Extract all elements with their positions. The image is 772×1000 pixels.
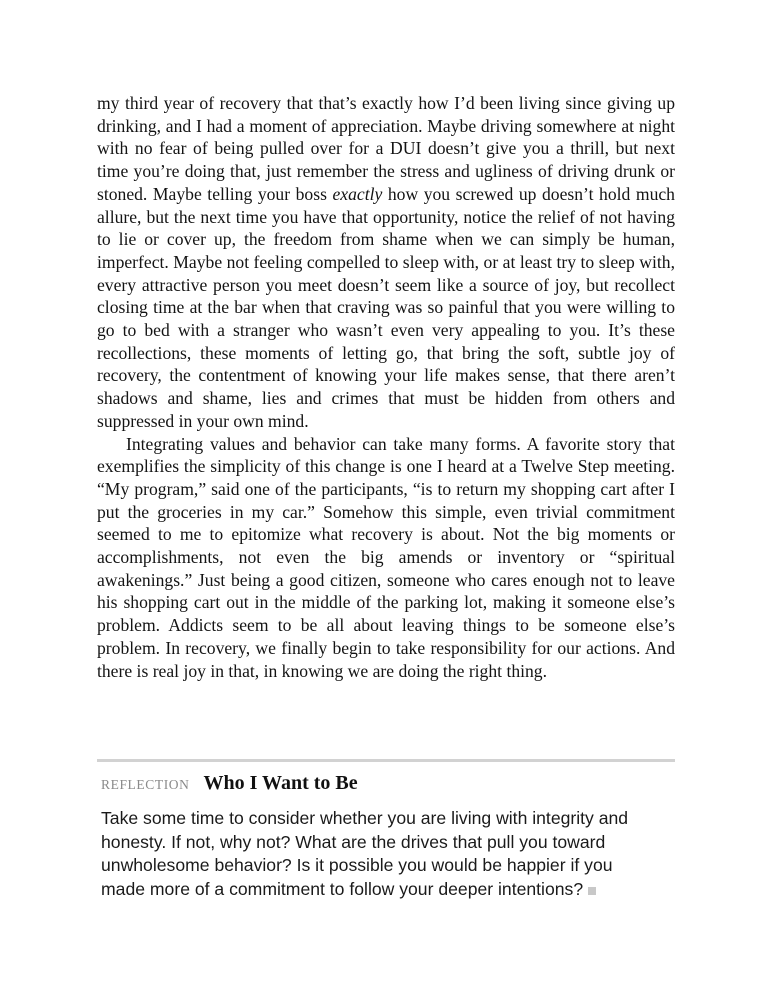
reflection-label: REFLECTION — [101, 777, 190, 792]
paragraph-text: how you screwed up doesn’t hold much allure, but the next time you have that opportunity, notice the relief of not having to lie or cover up, the freedom from shame when we can simply be human, imperfect. Maybe not feeling compelled to sleep with, or at least try to sleep with, every attractive person you meet doesn’t seem like a source of joy, but recollect closing time at the bar when that craving was so painful that you were willing to go to bed with a stranger who wasn’t even very appealing to you. It’s these recollections, these moments of letting go, that bring the soft, subtle joy of recovery, the contentment of knowing your life makes sense, that there aren’t shadows and shame, lies and crimes that must be hidden from others and suppressed in your own mind. — [97, 183, 675, 431]
emphasis-text: exactly — [332, 183, 383, 204]
reflection-text-block — [101, 807, 661, 901]
book-page-body — [97, 92, 675, 682]
paragraph-text: my third year of recovery that that’s exactly how I’d been living since giving up drinking, and I had a moment of appreciation. Maybe driving somewhere at night with no fear of being pulled over for a DUI doesn’t give you a thrill, but next time you’re doing that, just remember the stress and ugliness of driving drunk or stoned. Maybe telling your boss — [97, 93, 675, 204]
reflection-title: Who I Want to Be — [203, 772, 358, 794]
paragraph: Integrating values and behavior can take many forms. A favorite story that exemplifies the simplicity of this change is one I heard at a Twelve Step meeting. “My program,” said one of the participants, “is to return my shopping cart after I put the groceries in my car.” Somehow this simple, even trivial commitment seemed to me to epitomize what recovery is about. Not the big moments or accomplishments, not even the big amends or inventory or “spiritual awakenings.” Just being a good citizen, someone who cares enough not to leave his shopping cart out in the middle of the parking lot, making it someone else’s problem. Addicts seem to be all about leaving things to be someone else’s problem. In recovery, we finally begin to take responsibility for our actions. And there is real joy in that, in knowing we are doing the right thing. — [97, 433, 675, 681]
end-square-icon — [588, 887, 596, 895]
reflection-text: Take some time to consider whether you are living with integrity and honesty. If not, why not? What are the drives that pull you toward unwholesome behavior? Is it possible you would be happier if you made more of a commitment to follow your deeper intentions? — [101, 808, 629, 899]
reflection-box — [101, 772, 661, 901]
reflection-header — [101, 772, 661, 795]
section-divider — [97, 759, 675, 762]
paragraph-continued — [97, 92, 675, 433]
